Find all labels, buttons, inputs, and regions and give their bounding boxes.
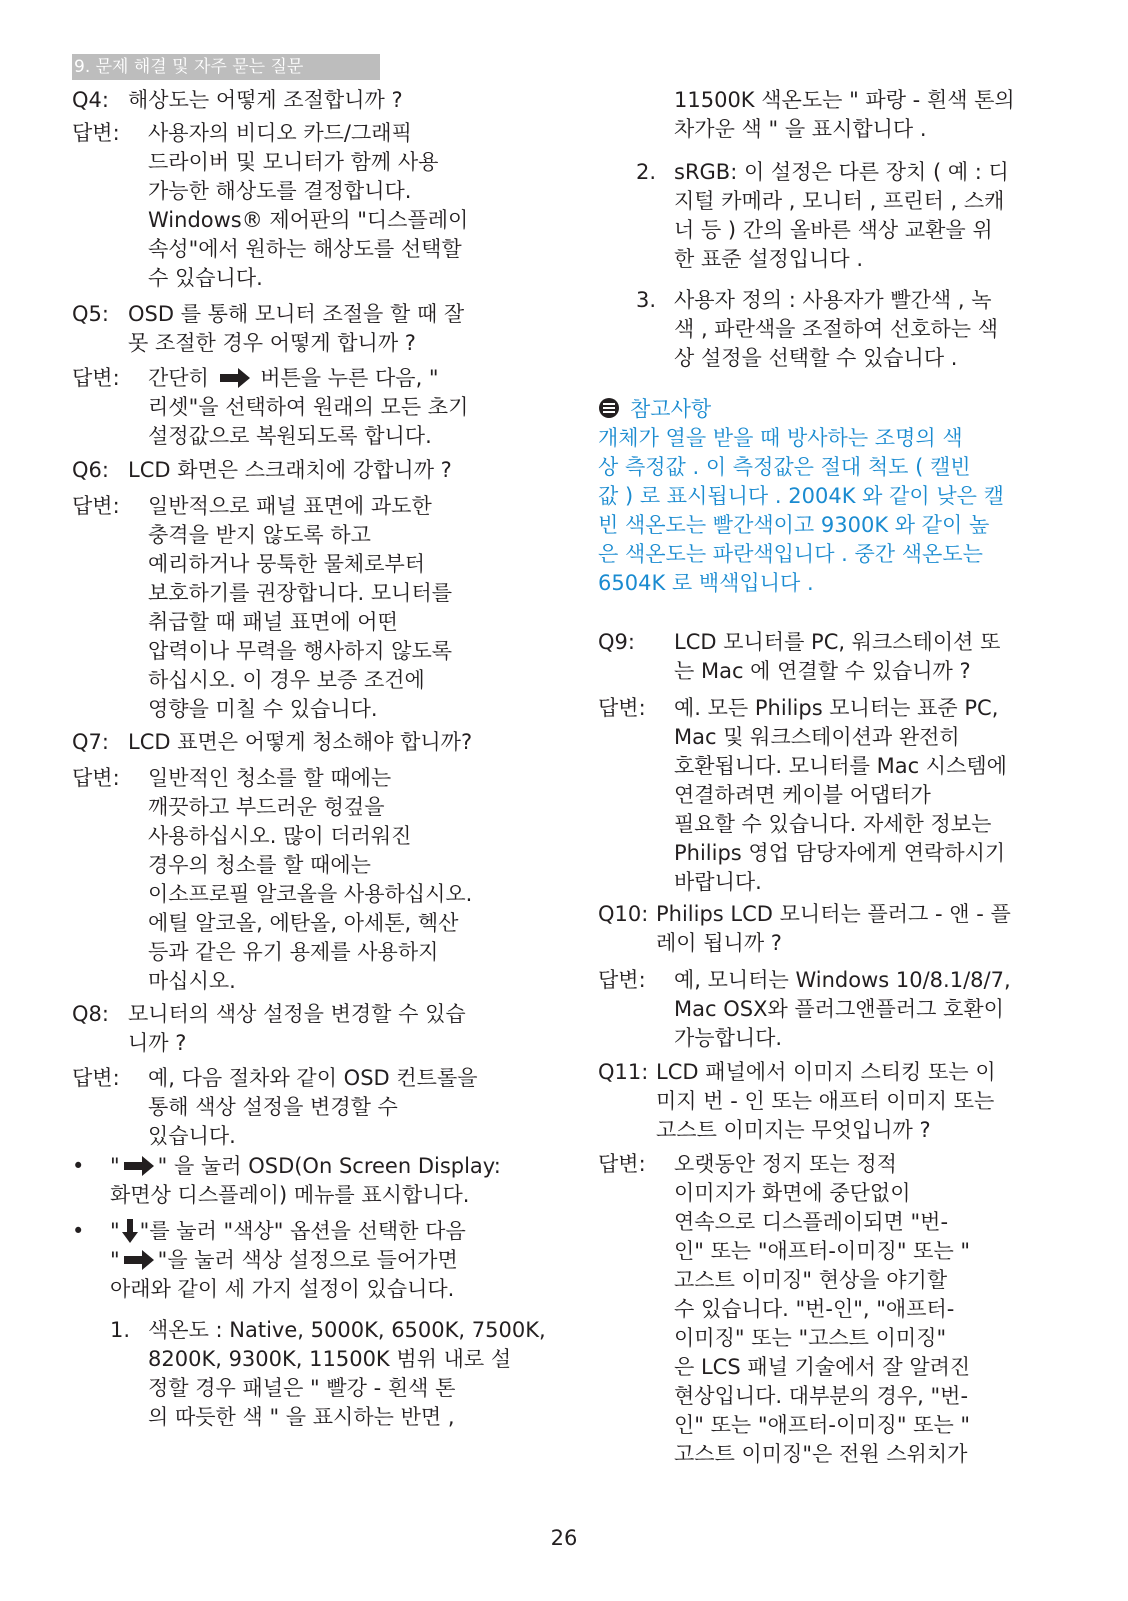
down-arrow-icon <box>121 1218 139 1244</box>
list-item-1-continued: 11500K 색온도는 " 파랑 - 흰색 톤의 차가운 색 " 을 표시합니다 . <box>674 88 1015 141</box>
right-arrow-icon <box>218 367 252 389</box>
page-number: 26 <box>550 1526 578 1550</box>
list-item-1: 1. 색온도 : Native, 5000K, 6500K, 7500K, 8200K, 9300K, 11500K 범위 내로 설 정할 경우 패널은 " 빨강 - 흰색 톤 의 따듯한 색 " 을 표시하는 반면 , <box>110 1318 546 1429</box>
bullet-1: • " " 을 눌러 OSD(On Screen Display: 화면상 디스플레이) 메뉴를 표시합니다. <box>72 1154 501 1207</box>
bullet-2: • " "를 눌러 "색상" 옵션을 선택한 다음 " "을 눌러 색상 설정으로 들어가면 아래와 같이 세 가지 설정이 있습니다. <box>72 1219 466 1301</box>
q10: Q10: Philips LCD 모니터는 플러그 - 앤 - 플 레이 됩니까 ? <box>598 902 1011 955</box>
list-item-3: 3. 사용자 정의 : 사용자가 빨간색 , 녹 색 , 파란색을 조절하여 선호하는 색 상 설정을 선택할 수 있습니다 . <box>636 288 999 370</box>
right-arrow-icon <box>122 1249 156 1271</box>
q9: Q9: LCD 모니터를 PC, 워크스테이션 또 는 Mac 에 연결할 수 있습니까 ? <box>598 630 1001 683</box>
note-title: 참고사항 <box>630 397 712 421</box>
a4: 답변: 사용자의 비디오 카드/그래픽 드라이버 및 모니터가 함께 사용 가능한 해상도를 결정합니다. Windows® 제어판의 "디스플레이 속성"에서 원하는 해상도를 선택할 수 있습니다. <box>72 119 468 293</box>
a6: 답변: 일반적으로 패널 표면에 과도한 충격을 받지 않도록 하고 예리하거나 뭉툭한 물체로부터 보호하기를 권장합니다. 모니터를 취급할 때 패널 표면에 어떤 압력이나 무력을 행사하지 않도록 하십시오. 이 경우 보증 조건에 영향을 미칠 수 있습니다. <box>72 494 453 721</box>
list-item-2: 2. sRGB: 이 설정은 다른 장치 ( 예 : 디 지털 카메라 , 모니터 , 프린터 , 스캐 너 등 ) 간의 올바른 색상 교환을 위 한 표준 설정입니다 . <box>636 160 1009 271</box>
a5: 답변: 간단히 버튼을 누른 다음, " 리셋"을 선택하여 원래의 모든 초기 설정값으로 복원되도록 합니다. <box>72 366 469 448</box>
q6: Q6: LCD 화면은 스크래치에 강합니까 ? <box>72 458 452 482</box>
a7: 답변: 일반적인 청소를 할 때에는 깨끗하고 부드러운 헝겊을 사용하십시오. 많이 더러워진 경우의 청소를 할 때에는 이소프로필 알코올을 사용하십시오. 에틸 알코올, 에탄올, 아세톤, 헥산 등과 같은 유기 용제를 사용하지 마십시오. <box>72 766 473 993</box>
a10: 답변: 예, 모니터는 Windows 10/8.1/8/7, Mac OSX와 플러그앤플러그 호환이 가능합니다. <box>598 968 1011 1050</box>
q4-label: Q4: <box>72 88 109 112</box>
note-box: 참고사항 개체가 열을 받을 때 방사하는 조명의 색 상 측정값 . 이 측정값은 절대 척도 ( 캘빈 값 ) 로 표시됩니다 . 2004K 와 같이 낮은 캘 빈 색온도는 빨간색이고 9300K 와 같이 높 은 색온도는 파란색입니다 . 중간 색온도는 6504K 로 백색입니다 . <box>598 397 1004 595</box>
a4-label: 답변: <box>72 121 120 145</box>
a8: 답변: 예, 다음 절차와 같이 OSD 컨트롤을 통해 색상 설정을 변경할 수 있습니다. <box>72 1066 478 1148</box>
q8: Q8: 모니터의 색상 설정을 변경할 수 있습 니까 ? <box>72 1002 466 1055</box>
q7: Q7: LCD 표면은 어떻게 청소해야 합니까? <box>72 730 473 754</box>
section-header: 9. 문제 해결 및 자주 묻는 질문 <box>72 54 380 80</box>
q11: Q11: LCD 패널에서 이미지 스티킹 또는 이 미지 번 - 인 또는 애프터 이미지 또는 고스트 이미지는 무엇입니까 ? <box>598 1060 996 1142</box>
note-icon <box>598 397 620 419</box>
q5: Q5: OSD 를 통해 모니터 조절을 할 때 잘 못 조절한 경우 어떻게 합니까 ? <box>72 302 465 355</box>
a11: 답변: 오랫동안 정지 또는 정적 이미지가 화면에 중단없이 연속으로 디스플레이되면 "번- 인" 또는 "애프터-이미징" 또는 " 고스트 이미징" 현상을 야기할 수 있습니다. "번-인", "애프터- 이미징" 또는 "고스트 이미징" 은 LCS 패널 기술에서 잘 알려진 현상입니다. 대부분의 경우, "번- 인" 또는 "애프터-이미징" 또는 " 고스트 이미징"은 전원 스위치가 <box>598 1152 971 1466</box>
q4: Q4: 해상도는 어떻게 조절합니까 ? <box>72 86 403 115</box>
a9: 답변: 예. 모든 Philips 모니터는 표준 PC, Mac 및 워크스테이션과 완전히 호환됩니다. 모니터를 Mac 시스템에 연결하려면 케이블 어댑터가 필요할 수 있습니다. 자세한 정보는 Philips 영업 담당자에게 연락하시기 바랍니다. <box>598 696 1007 894</box>
right-arrow-icon <box>122 1155 156 1177</box>
